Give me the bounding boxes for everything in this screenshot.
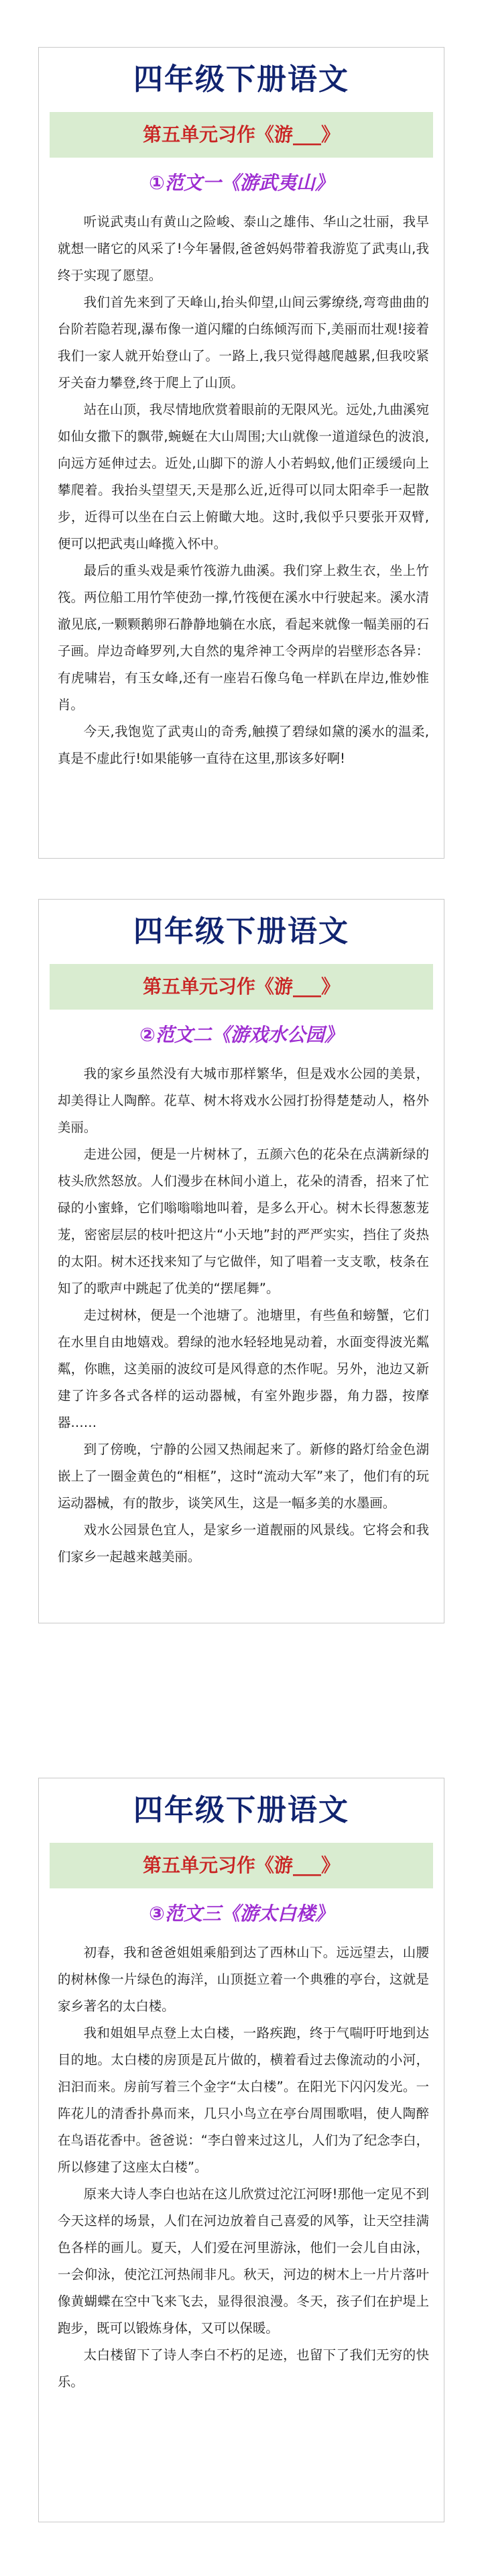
- unit-banner: 第五单元习作《游___》: [50, 112, 433, 158]
- paragraph: 戏水公园景色宜人，是家乡一道靓丽的风景线。它将会和我们家乡一起越来越美丽。: [58, 1522, 429, 1564]
- paragraph: 太白楼留下了诗人李白不朽的足迹，也留下了我们无穷的快乐。: [58, 2347, 429, 2390]
- essay-body: [39, 209, 444, 772]
- paragraph: 原来大诗人李白也站在这儿欣赏过沱江河呀!那他一定见不到今天这样的场景，人们在河边放着自己喜爱的风筝，让天空挂满色各样的画儿。夏天，人们爱在河里游泳，他们一会儿自由泳，一会仰泳，使沱江河热闹非凡。秋天，河边的树木上一片片落叶像黄蝴蝶在空中飞来飞去，显得很浪漫。冬天，孩子们在护堤上跑步，既可以锻炼身体，又可以保暖。: [58, 2186, 429, 2336]
- paragraph: 初春，我和爸爸姐姐乘船到达了西林山下。远远望去，山腰的树林像一片绿色的海洋，山顶挺立着一个典雅的亭台，这就是家乡著名的太白楼。: [58, 1945, 429, 2014]
- paragraph: 我和姐姐早点登上太白楼，一路疾跑，终于气喘吁吁地到达目的地。太白楼的房顶是瓦片做的，横着看过去像流动的小河，汩汩而来。房前写着三个金字“太白楼”。在阳光下闪闪发光。一阵花儿的清香扑鼻而来，几只小鸟立在亭台周围歌唱，使人陶醉在鸟语花香中。爸爸说：“李白曾来过这儿，人们为了纪念李白，所以修建了这座太白楼”。: [58, 2025, 429, 2175]
- paragraph: 走进公园，便是一片树林了，五颜六色的花朵在点满新绿的枝头欣然怒放。人们漫步在林间小道上，花朵的清香，招来了忙碌的小蜜蜂，它们嗡嗡嗡地叫着，是多么开心。树木长得葱葱茏茏，密密层层的枝叶把这片“小天地”封的严严实实，挡住了炎热的太阳。树木还找来知了与它做伴，知了唱着一支支歌，枝条在知了的歌声中跳起了优美的“摆尾舞”。: [58, 1146, 429, 1296]
- unit-banner: 第五单元习作《游___》: [50, 1843, 433, 1888]
- essay-title: ①范文一《游武夷山》: [149, 172, 334, 194]
- essay-card-2: [38, 899, 444, 1623]
- essay-card-1: [38, 47, 444, 859]
- essay-body: [39, 1939, 444, 2396]
- essay-title: ②范文二《游戏水公园》: [139, 1024, 343, 1046]
- page-title: 四年级下册语文: [133, 62, 349, 97]
- essay-card-3: [38, 1778, 444, 2522]
- page-title: 四年级下册语文: [133, 914, 349, 949]
- paragraph: 站在山顶，我尽情地欣赏着眼前的无限风光。远处,九曲溪宛如仙女撒下的飘带,蜿蜒在大山周围;大山就像一道道绿色的波浪,向远方延伸过去。近处,山脚下的游人小若蚂蚁,他们正缓缓向上攀爬着。我抬头望望天,天是那么近,近得可以同太阳牵手一起散步，近得可以坐在白云上俯瞰大地。这时,我似乎只要张开双臂,便可以把武夷山峰揽入怀中。: [58, 402, 429, 551]
- paragraph: 最后的重头戏是乘竹筏游九曲溪。我们穿上救生衣，坐上竹筏。两位船工用竹竿使劲一撑,竹筏便在溪水中行驶起来。溪水清澈见底,一颗颗鹅卵石静静地躺在水底，看起来就像一幅美丽的石子画。岸边奇峰罗列,大自然的鬼斧神工令两岸的岩壁形态各异：有虎啸岩，有玉女峰,还有一座岩石像乌龟一样趴在岸边,惟妙惟肖。: [58, 563, 429, 712]
- page-title: 四年级下册语文: [133, 1793, 349, 1827]
- paragraph: 走过树林，便是一个池塘了。池塘里，有些鱼和螃蟹，它们在水里自由地嬉戏。碧绿的池水轻轻地晃动着，水面变得波光粼粼，你瞧，这美丽的波纹可是风得意的杰作呢。另外，池边又新建了许多各式各样的运动器械，有室外跑步器，角力器，按摩器……: [58, 1307, 429, 1430]
- essay-body: [39, 1061, 444, 1570]
- paragraph: 我的家乡虽然没有大城市那样繁华，但是戏水公园的美景，却美得让人陶醉。花草、树木将戏水公园打扮得楚楚动人，格外美丽。: [58, 1066, 429, 1135]
- paragraph: 到了傍晚，宁静的公园又热闹起来了。新修的路灯给金色湖嵌上了一圈金黄色的“相框”，这时“流动大军”来了，他们有的玩运动器械，有的散步，谈笑风生，这是一幅多美的水墨画。: [58, 1442, 429, 1511]
- unit-banner: 第五单元习作《游___》: [50, 964, 433, 1010]
- paragraph: 听说武夷山有黄山之险峻、泰山之雄伟、华山之壮丽，我早就想一睹它的风采了!今年暑假,爸爸妈妈带着我游览了武夷山,我终于实现了愿望。: [58, 214, 429, 283]
- essay-title: ③范文三《游太白楼》: [149, 1902, 334, 1925]
- paragraph: 今天,我饱览了武夷山的奇秀,触摸了碧绿如黛的溪水的温柔,真是不虚此行!如果能够一直待在这里,那该多好啊!: [58, 724, 429, 766]
- paragraph: 我们首先来到了天峰山,抬头仰望,山间云雾缭绕,弯弯曲曲的台阶若隐若现,瀑布像一道闪耀的白练倾泻而下,美丽而壮观!接着我们一家人就开始登山了。一路上,我只觉得越爬越累,但我咬紧牙关奋力攀登,终于爬上了山顶。: [58, 294, 429, 390]
